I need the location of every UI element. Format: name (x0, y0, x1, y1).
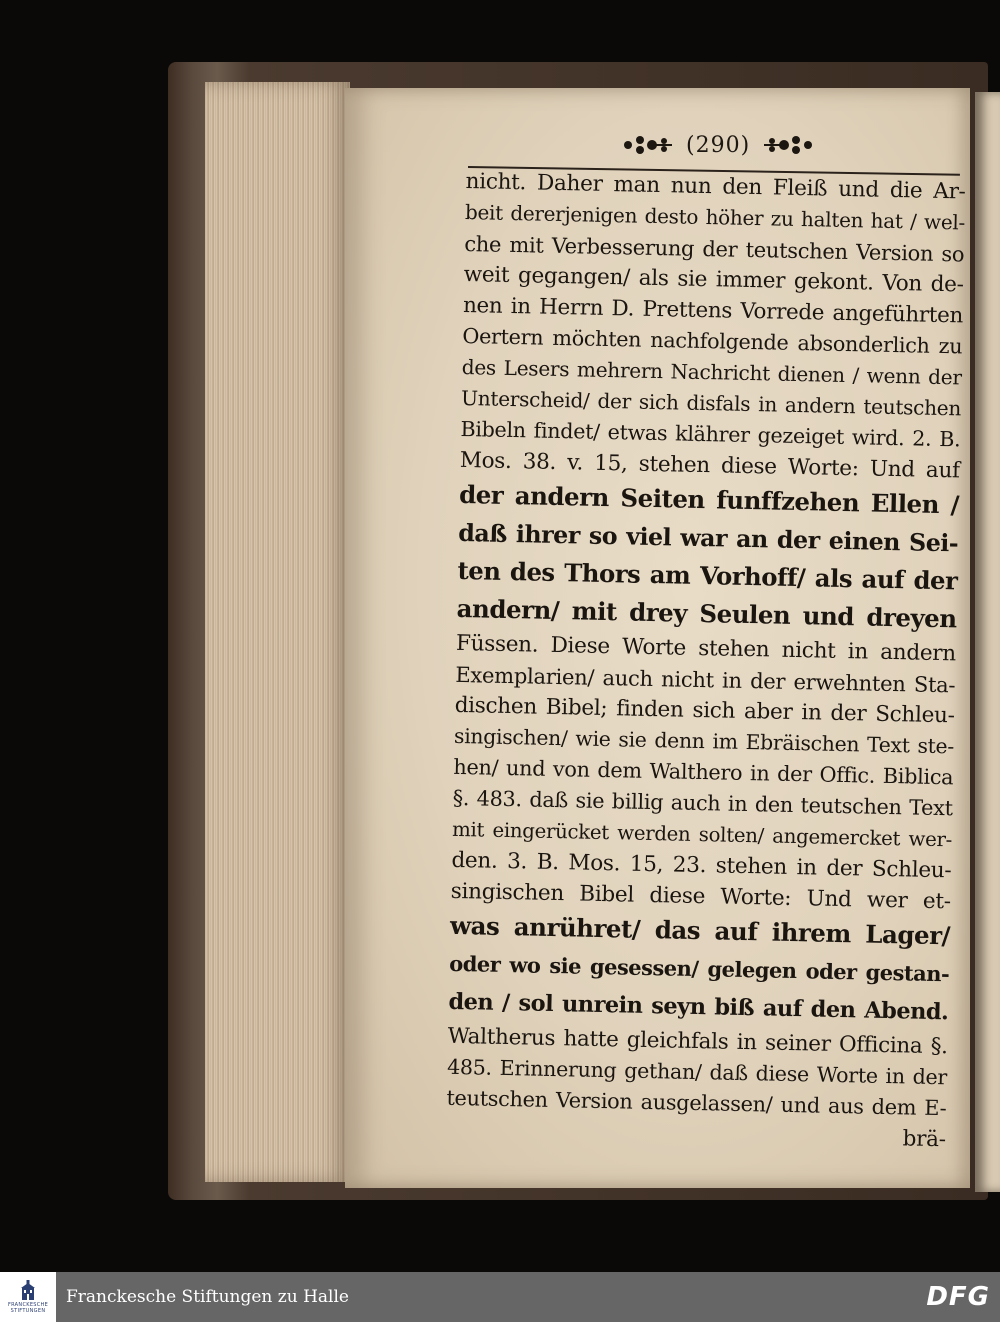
text-line: Oertern möchten nachfolgende absonderlich zu (462, 323, 963, 359)
logo-text-line-1: FRANCKESCHE (7, 1302, 49, 1308)
page-number: (290) (686, 132, 751, 158)
text-line: mit eingerücket werden solten/ angemercket wer- (451, 817, 953, 852)
text-line: andern/ mit drey Seulen und dreyen (456, 593, 957, 634)
text-line: oder wo sie gesessen/ gelegen oder gestan- (449, 950, 950, 987)
text-line: daß ihrer so viel war an der einen Sei- (458, 518, 959, 558)
text-line: che mit Verbesserung der teutschen Version so (464, 230, 965, 267)
text-line: singischen Bibel diese Worte: Und wer et- (450, 878, 951, 915)
dfg-logo[interactable]: DFG (926, 1282, 990, 1312)
text-line: singischen/ wie sie denn im Ebräischen Text ste- (453, 723, 955, 759)
text-line: ten des Thors am Vorhoff/ als auf der (457, 555, 958, 596)
logo-text-line-2: STIFTUNGEN (10, 1308, 46, 1314)
text-line: Füssen. Diese Worte stehen nicht in andern (455, 630, 957, 667)
text-line: Exemplarien/ auch nicht in der erwehnten Sta- (455, 661, 956, 698)
text-line: 485. Erinnerung gethan/ daß diese Worte in der (446, 1054, 948, 1090)
text-line: Mos. 38. v. 15, stehen diese Worte: Und auf (459, 447, 960, 484)
institution-name[interactable]: Franckesche Stiftungen zu Halle (66, 1287, 349, 1307)
text-line: nicht. Daher man nun den Fleiß und die Ar- (465, 168, 966, 205)
footer-bar (0, 1272, 1000, 1322)
text-line: teutschen Version ausgelassen/ und aus dem E- (446, 1085, 947, 1121)
text-line: hen/ und von dem Walthero in der Offic. Biblica (453, 754, 954, 790)
text-line: nen in Herrn D. Prettens Vorrede angeführten (462, 292, 964, 329)
institution-logo[interactable] (0, 1272, 56, 1322)
text-line: weit gegangen/ als sie immer gekont. Von de- (463, 261, 964, 298)
page-edges (205, 82, 350, 1182)
page-text (445, 166, 965, 1155)
text-line: brä- (902, 1126, 946, 1153)
text-line: der andern Seiten funffzehen Ellen / (458, 479, 960, 520)
text-line: was anrühret/ das auf ihrem Lager/ (449, 910, 951, 951)
text-line: Bibeln findet/ etwas klährer gezeiget wird. 2. B. (460, 416, 961, 452)
page-header (620, 128, 816, 162)
text-line: den. 3. B. Mos. 15, 23. stehen in der Schleu- (451, 847, 952, 884)
text-line: Waltherus hatte gleichfals in seiner Officina §. (447, 1023, 948, 1060)
text-line: Unterscheid/ der sich disfals in andern teutschen (460, 385, 962, 421)
text-line: dischen Bibel; finden sich aber in der Schleu- (454, 692, 955, 729)
orphanage-building-icon (19, 1280, 37, 1302)
text-line: den / sol unrein seyn biß auf den Abend. (448, 988, 949, 1026)
text-line: beit dererjenigen desto höher zu halten hat / wel- (464, 199, 966, 235)
left-ornament-icon (620, 132, 676, 158)
facing-page-edge (975, 92, 1000, 1192)
right-ornament-icon (760, 132, 816, 158)
text-line: §. 483. daß sie billig auch in den teutschen Text (452, 785, 953, 821)
text-line: des Lesers mehrern Nachricht dienen / wenn der (461, 354, 962, 390)
